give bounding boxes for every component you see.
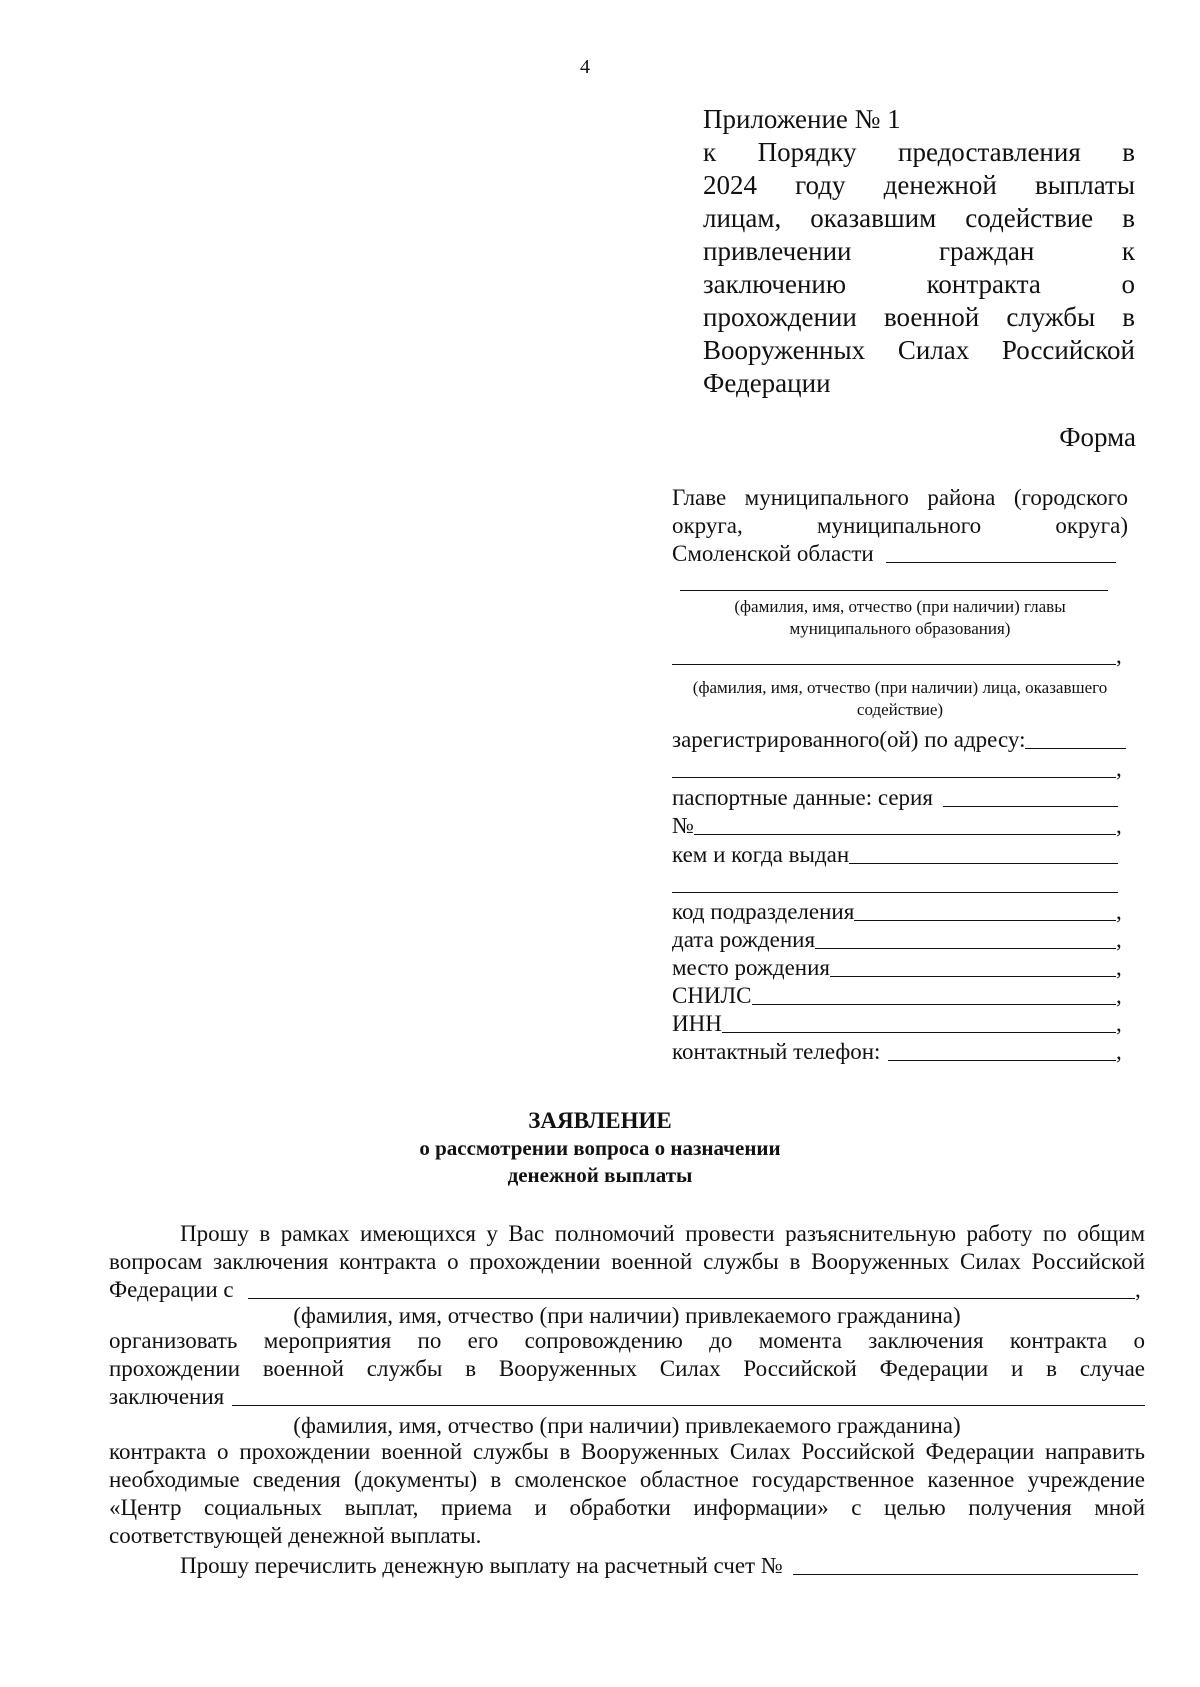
body-line: соответствующей денежной выплаты. <box>109 1523 482 1548</box>
phone-field: контактный телефон: , <box>672 1039 1122 1064</box>
division-code-line[interactable] <box>854 900 1116 921</box>
birth-date-line[interactable] <box>815 928 1116 949</box>
inn-line[interactable] <box>722 1012 1116 1033</box>
inn-field: ИНН , <box>672 1011 1122 1036</box>
appendix-line: Приложение № 1 <box>703 104 901 134</box>
division-code-field: код подразделения , <box>672 899 1122 924</box>
body-line: необходимые сведения (документы) в смоленское областное государственное казенное учреждение <box>109 1467 1145 1492</box>
citizen-name-field: Федерации с , <box>109 1277 1141 1302</box>
passport-number-line[interactable] <box>694 814 1116 835</box>
address-continued-field: , <box>672 755 1126 783</box>
head-name-caption: (фамилия, имя, отчество (при наличии) главы муниципального образования) <box>734 597 1066 638</box>
appendix-line: заключению контракта о <box>703 269 1135 299</box>
region-field-line[interactable] <box>886 542 1116 563</box>
addressee-line-2: округа, муниципального округа) <box>672 513 1128 538</box>
birth-place-line[interactable] <box>830 956 1116 977</box>
snils-line[interactable] <box>752 984 1116 1005</box>
passport-series-line[interactable] <box>943 786 1118 807</box>
page-number: 4 <box>580 56 590 78</box>
appendix-line: прохождении военной службы в <box>703 302 1135 332</box>
appendix-line: Федерации <box>703 368 831 398</box>
citizen-name-caption: (фамилия, имя, отчество (при наличии) привлекаемого гражданина) <box>293 1303 961 1328</box>
phone-line[interactable] <box>888 1040 1116 1061</box>
registered-address-line[interactable] <box>1025 728 1126 749</box>
appendix-line: лицам, оказавшим содействие в <box>703 203 1135 233</box>
citizen-name-line-2[interactable] <box>232 1385 1145 1406</box>
address-continued-line[interactable] <box>672 757 1116 778</box>
person-name-caption: (фамилия, имя, отчество (при наличии) лица, оказавшего содействие) <box>692 678 1108 719</box>
issued-by-continued-line[interactable] <box>672 892 1118 893</box>
appendix-line: 2024 году денежной выплаты <box>703 170 1135 200</box>
person-name-field: , <box>672 642 1126 670</box>
appendix-line: Вооруженных Силах Российской <box>703 335 1135 365</box>
body-line: организовать мероприятия по его сопровождению до момента заключения контракта о <box>109 1328 1145 1353</box>
body-line: контракта о прохождении военной службы в Вооруженных Силах Российской Федерации направить <box>109 1439 1145 1464</box>
citizen-name-caption-2: (фамилия, имя, отчество (при наличии) привлекаемого гражданина) <box>293 1413 961 1438</box>
passport-series-field: паспортные данные: серия <box>672 784 1118 812</box>
addressee-line-1: Главе муниципального района (городского <box>672 485 1128 510</box>
citizen-name-field-2: заключения <box>109 1383 1145 1411</box>
appendix-line: к Порядку предоставления в <box>703 137 1135 167</box>
body-line: «Центр социальных выплат, приема и обработки информации» с целью получения мной <box>109 1495 1145 1520</box>
account-number-field: Прошу перечислить денежную выплату на расчетный счет № <box>180 1552 1138 1580</box>
body-line: Прошу в рамках имеющихся у Вас полномочий провести разъяснительную работу по общим <box>180 1221 1145 1246</box>
body-line: прохождении военной службы в Вооруженных Силах Российской Федерации и в случае <box>109 1356 1145 1381</box>
appendix-line: привлечении граждан к <box>703 236 1135 266</box>
issued-by-field: кем и когда выдан <box>672 841 1118 869</box>
birth-date-field: дата рождения , <box>672 927 1122 952</box>
body-line: вопросам заключения контракта о прохождении военной службы в Вооруженных Силах Российской <box>109 1249 1145 1274</box>
statement-title: ЗАЯВЛЕНИЕ <box>528 1108 672 1133</box>
account-number-line[interactable] <box>793 1554 1138 1575</box>
birth-place-field: место рождения , <box>672 955 1122 980</box>
snils-field: СНИЛС , <box>672 983 1122 1008</box>
statement-subtitle-1: о рассмотрении вопроса о назначении <box>419 1136 781 1160</box>
issued-by-line[interactable] <box>849 843 1118 864</box>
region-field: Смоленской области <box>672 540 1116 568</box>
statement-subtitle-2: денежной выплаты <box>507 1163 693 1187</box>
passport-number-field: № , <box>672 813 1122 838</box>
person-name-line[interactable] <box>672 644 1116 665</box>
form-label: Форма <box>1059 422 1136 452</box>
head-name-line[interactable] <box>680 590 1108 591</box>
registered-address-field: зарегистрированного(ой) по адресу: <box>672 726 1126 754</box>
citizen-name-line[interactable] <box>248 1278 1135 1299</box>
appendix-block <box>703 103 1135 400</box>
